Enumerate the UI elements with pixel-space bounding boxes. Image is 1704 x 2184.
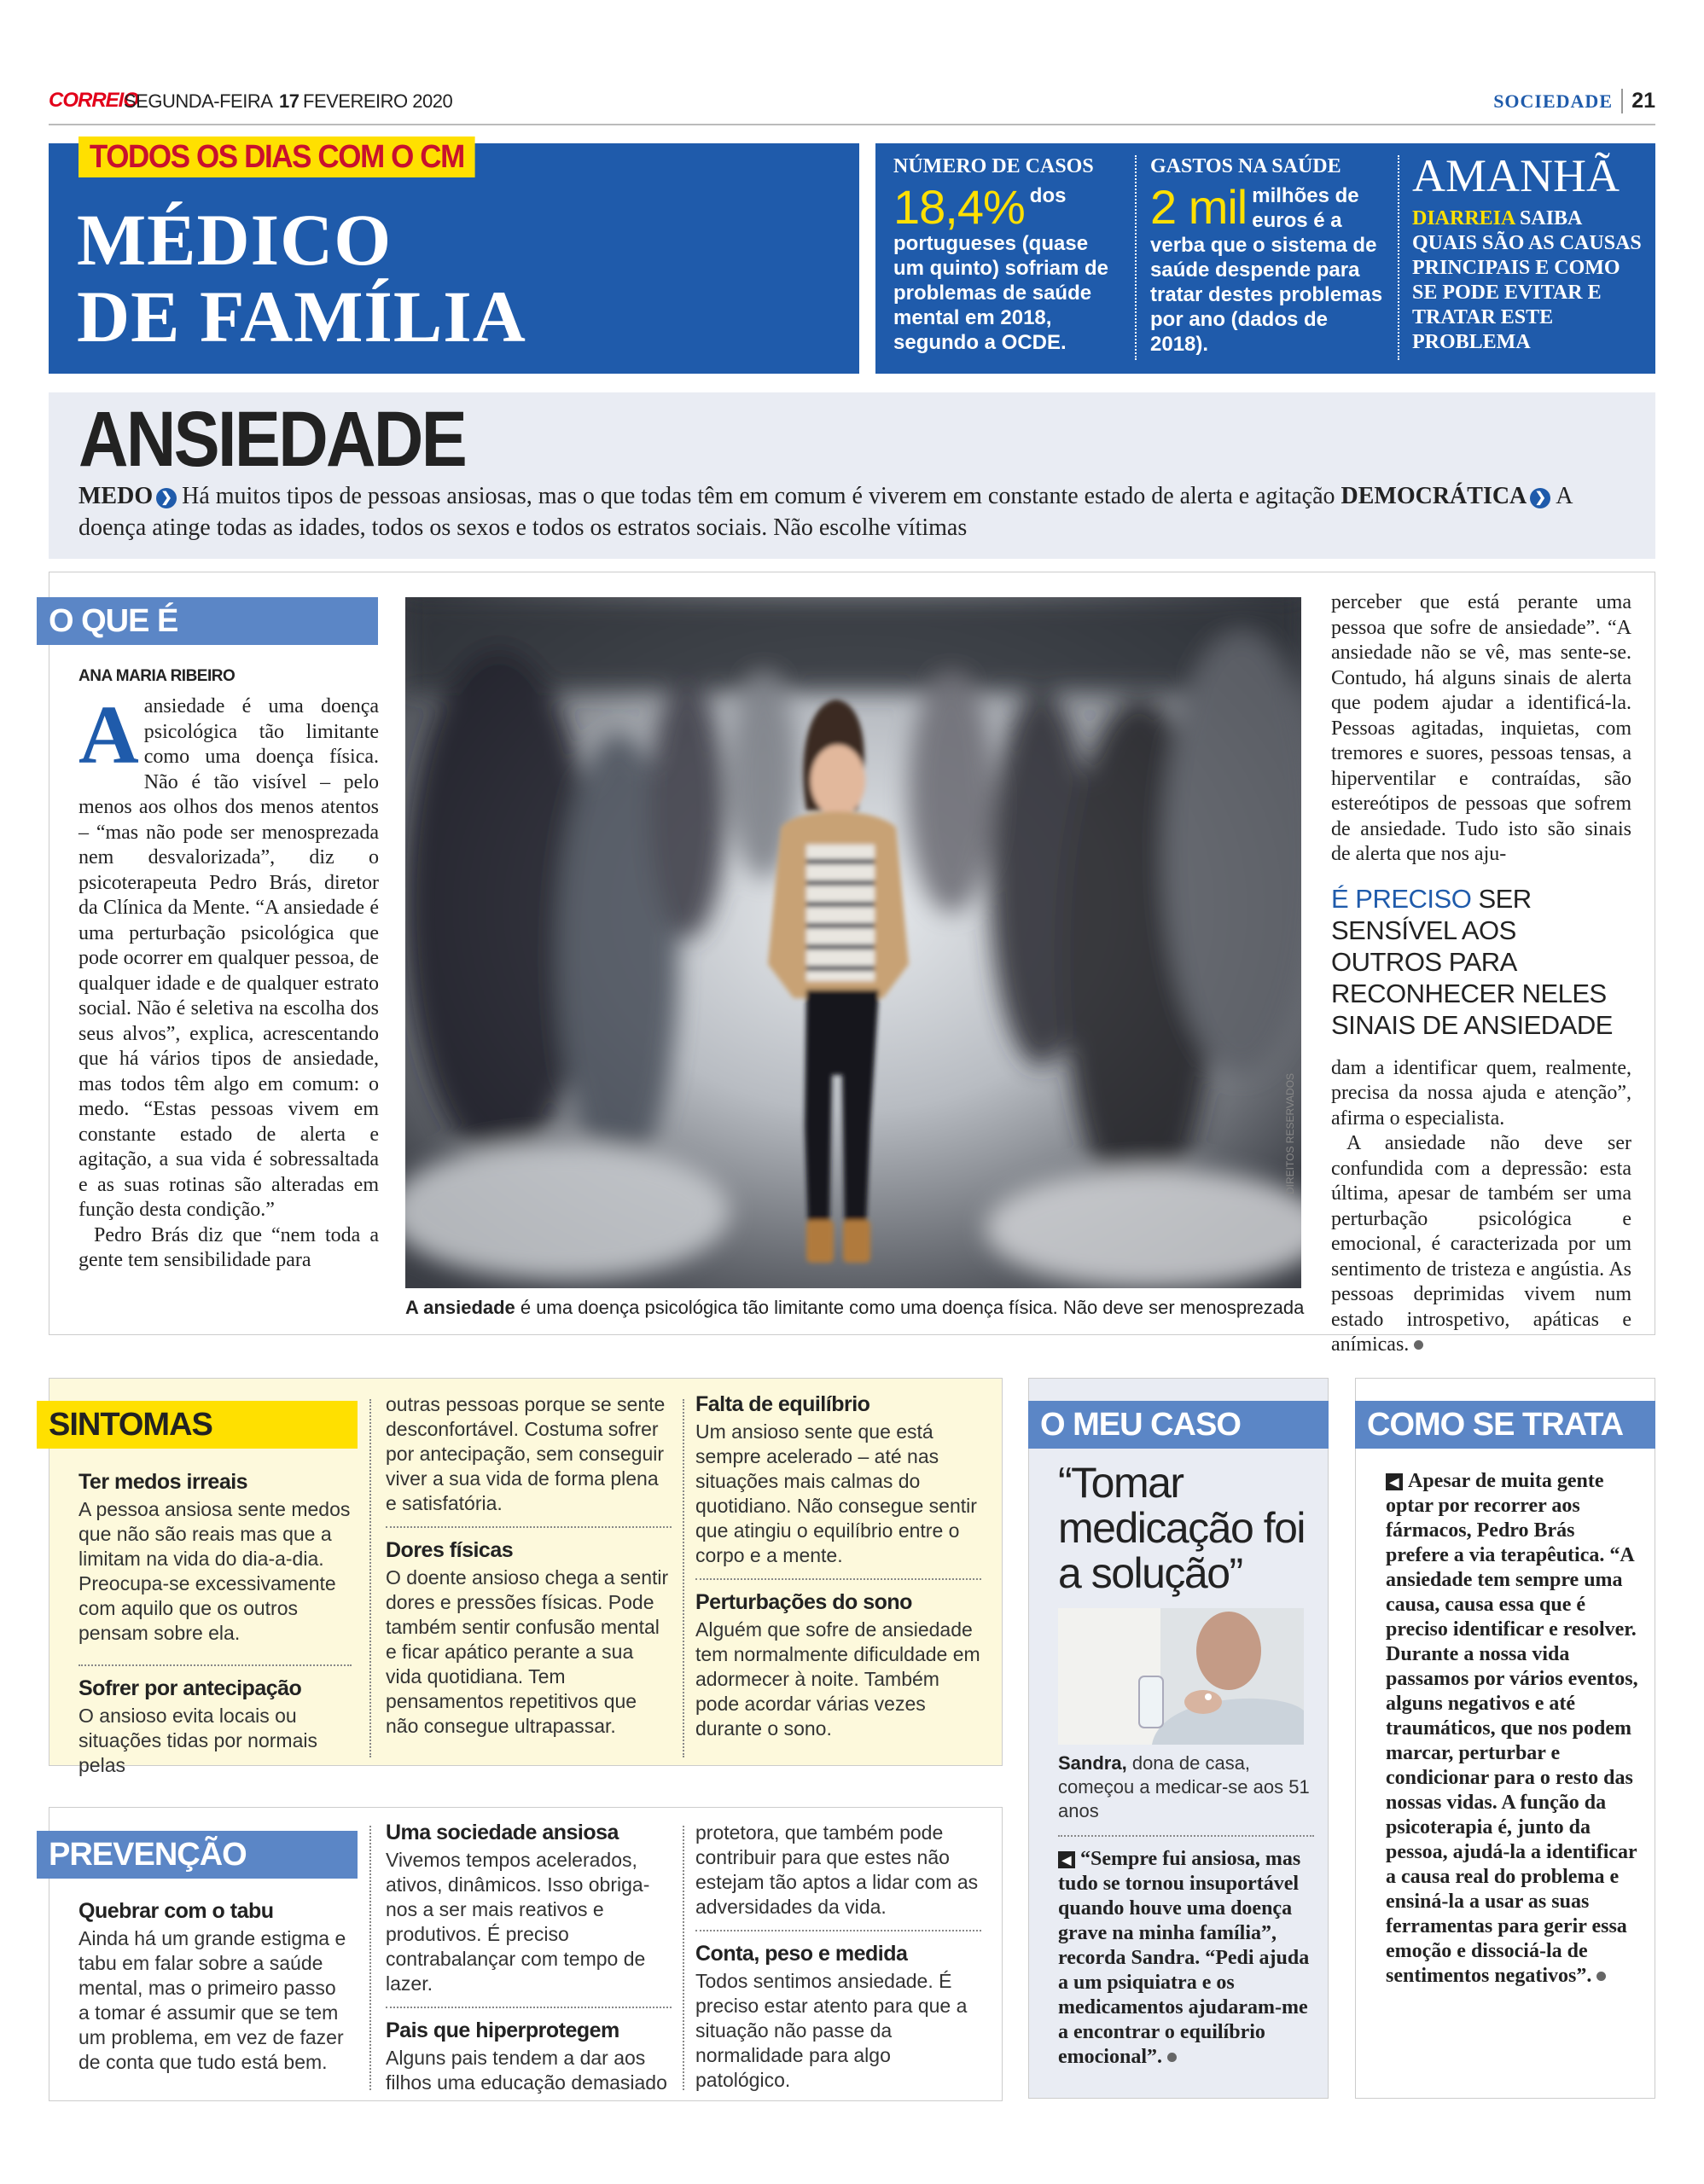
symptom-title: Ter medos irreais — [79, 1470, 248, 1494]
divider — [79, 1664, 352, 1666]
article-column-1 — [79, 667, 379, 1274]
treatment-text: Apesar de muita gente optar por recorrer aos fármacos, Pedro Brás prefere a via terapêutica. “A ansiedade tem sempre uma causa, causa essa que é preciso identificar e resolver. Durante a nossa vida passamos por vários eventos, alguns negativos e até traumáticos, que nos podem marcar, perturbar e condicionar para o resto das nossas vidas. A função da psicoterapia é, junto da pessoa, ajudá-la a identificar a causa real do problema e ensiná-la a usar as suas ferramentas para gerir essa emoção e dissociá-la de sentimentos negativos”. — [1386, 1470, 1638, 1987]
tomorrow-box — [1412, 150, 1647, 355]
prevention-text: Vivemos tempos acelerados, ativos, dinâmicos. Isso obriga-nos a ser mais reativos e produtivos. É preciso contrabalançar com tempo de lazer. — [386, 1849, 650, 1995]
prevention-title: Uma sociedade ansiosa — [386, 1821, 619, 1844]
symptom-title: Dores físicas — [386, 1538, 514, 1562]
case-quote-title: “Tomar medicação foi a solução” — [1058, 1459, 1305, 1597]
lead-paragraph — [79, 480, 1640, 543]
page-number: 21 — [1621, 89, 1655, 113]
stat-cases — [893, 155, 1124, 355]
arrow-right-icon: ❯ — [156, 488, 177, 508]
anxiety-photo — [405, 597, 1301, 1288]
divider — [386, 1526, 672, 1528]
stat-spending — [1150, 155, 1389, 357]
stat-divider-1 — [1135, 155, 1137, 360]
prevention-item — [695, 1942, 981, 2093]
banner-title-line2: DE FAMÍLIA — [77, 276, 526, 357]
tomorrow-highlight: DIARREIA — [1412, 207, 1515, 229]
symptom-text: Um ansioso sente que está sempre acelerado – até nas situações mais calmas do quotidiano. Não consegue sentir que atingiu o equilíbrio entre o corpo e a mente. — [695, 1420, 977, 1566]
prevention-item — [386, 2018, 672, 2095]
prevention-text: Todos sentimos ansiedade. É preciso estar atento para que a situação não passe da normalidade para algo patológico. — [695, 1970, 968, 2091]
column-divider — [369, 1399, 371, 1757]
prevention-column-1 — [79, 1899, 352, 2075]
page-title: ANSIEDADE — [79, 396, 466, 483]
symptom-item — [79, 1676, 352, 1778]
symptoms-column-1 — [79, 1470, 352, 1778]
prevention-text: Alguns pais tendem a dar aos filhos uma educação demasiado — [386, 2047, 667, 2094]
section-head-prevention: PREVENÇÃO — [37, 1831, 358, 1879]
tomorrow-text: SAIBA QUAIS SÃO AS CAUSAS PRINCIPAIS E COMO SE PODE EVITAR E TRATAR ESTE PROBLEMA — [1412, 207, 1642, 353]
section-label: SOCIEDADE — [1493, 90, 1613, 112]
case-photo-illustration — [1058, 1608, 1304, 1745]
pull-quote-label: É PRECISO — [1331, 883, 1472, 914]
divider — [695, 1930, 981, 1931]
prevention-text: Ainda há um grande estigma e tabu em falar sobre a saúde mental, mas o primeiro passo a tomar é assumir que se tem um problema, em vez de fazer de conta que tudo está bem. — [79, 1927, 346, 2073]
end-bullet-icon — [1167, 2053, 1177, 2062]
lead-text-democratic: A doença atinge todas as idades, todos os sexos e todos os estratos sociais. Não escolhe vítimas — [79, 483, 1572, 541]
symptom-text: Alguém que sofre de ansiedade tem normalmente dificuldade em adormecer à noite. Também pode acordar várias vezes durante o sono. — [695, 1618, 980, 1740]
prevention-title: Conta, peso e medida — [695, 1942, 908, 1966]
prevention-title: Pais que hiperprotegem — [386, 2018, 619, 2042]
quote-marker-icon: ◀ — [1058, 1851, 1075, 1868]
symptom-text: O ansioso evita locais ou situações tidas por normais pelas — [79, 1705, 317, 1776]
treatment-content — [1386, 1469, 1642, 1989]
column-divider — [369, 1826, 371, 2090]
symptom-item — [79, 1470, 352, 1646]
section-head-treatment: COMO SE TRATA — [1355, 1401, 1655, 1449]
divider — [386, 2007, 672, 2008]
photo-caption — [405, 1297, 1344, 1319]
symptom-text: O doente ansioso chega a sentir dores e pressões físicas. Pode também sentir confusão mental e ficar apático perante a sua vida quotidiana. Tem pensamentos repetitivos que não consegue ultrapassar. — [386, 1566, 669, 1737]
article-paragraph-5: A ansiedade não deve ser confundida com a depressão: esta última, apesar de também ser uma perturbação psicológica e emocional, é caracterizada por um sentimento de tristeza e angústia. As pessoas deprimidas vivem num estado introspetivo, apáticas e anímicas. — [1331, 1132, 1631, 1356]
symptom-item — [386, 1538, 672, 1739]
brand-logo: CORREIO — [49, 89, 139, 112]
article-paragraph-3: perceber que está perante uma pessoa que sofre de ansiedade”. “A ansiedade não se vê, mas sente-se. Contudo, há alguns sinais de alerta que podem ajudar a identificá-la. Pessoas agitadas, inquietas, com tremores e suores, pessoas tensas, a hiperventilar e contraídas, são estereótipos de pessoas que sofrem de ansiedade. Tudo isto são sinais de alerta que nos aju- — [1331, 591, 1631, 865]
symptoms-column-2 — [386, 1392, 672, 1739]
case-content — [1058, 1461, 1314, 2070]
article-paragraph-1: ansiedade é uma doença psicológica tão limitante como uma doença física. Não é tão visível – pelo menos aos olhos dos menos atentos – “mas não pode ser menosprezada nem desvalorizada”, diz o psicoterapeuta Pedro Brás, diretor da Clínica da Mente. “A ansiedade é uma perturbação psicológica que pode ocorrer em qualquer pessoa, de qualquer idade e de qualquer estrato social. Não é seletiva na escolha dos seus alvos”, explica, acrescentando que há vários tipos de ansiedade, mas todos têm algo em comum: o medo. “Estas pessoas vivem em constante estado de alerta e agitação, a sua vida é sobressaltada e as suas rotinas são alteradas em função desta condição.” — [79, 695, 379, 1221]
quote-marker-icon: ◀ — [1386, 1473, 1403, 1490]
article-paragraph-4: dam a identificar quem, realmente, precisa da nossa ajuda e atenção”, afirma o especialista. — [1331, 1056, 1631, 1130]
stat-cases-head: NÚMERO DE CASOS — [893, 155, 1094, 177]
column-divider — [683, 1826, 684, 2090]
stat-spending-number: 2 mil — [1150, 180, 1247, 234]
divider — [695, 1578, 981, 1580]
stat-spending-text: milhões de euros é a verba que o sistema de saúde despende para tratar destes problemas por ano (dados de 2018). — [1150, 184, 1383, 356]
case-photo-caption — [1058, 1751, 1314, 1823]
lead-text-fear: Há muitos tipos de pessoas ansiosas, mas o que todas têm em comum é viverem em constante estado de alerta e agitação — [182, 483, 1335, 509]
tomorrow-head: AMANHÃ — [1412, 150, 1620, 201]
caption-text: é uma doença psicológica tão limitante como uma doença física. Não deve ser menosprezada — [520, 1297, 1305, 1318]
article-paragraph-2: Pedro Brás diz que “nem toda a gente tem sensibilidade para — [79, 1223, 379, 1271]
banner-tag: TODOS OS DIAS COM O CM — [79, 136, 475, 177]
stat-divider-2 — [1398, 155, 1399, 360]
prevention-item — [695, 1821, 981, 1920]
drop-cap: A — [79, 689, 139, 781]
end-bullet-icon — [1414, 1340, 1423, 1350]
author: ANA MARIA RIBEIRO — [79, 667, 236, 685]
column-divider — [683, 1399, 684, 1757]
case-photo — [1058, 1608, 1304, 1745]
case-photo-name: Sandra, — [1058, 1752, 1127, 1774]
prevention-title: Quebrar com o tabu — [79, 1899, 274, 1923]
date-prefix: SEGUNDA-FEIRA — [124, 90, 273, 112]
pull-quote-text: SER SENSÍVEL AOS OUTROS PARA RECONHECER NELES SINAIS DE ANSIEDADE — [1331, 883, 1613, 1040]
lead-label-fear: MEDO — [79, 483, 154, 509]
symptom-item — [695, 1590, 981, 1741]
divider — [1058, 1835, 1314, 1837]
stat-spending-head: GASTOS NA SAÚDE — [1150, 155, 1341, 177]
case-photo-text: dona de casa, começou a medicar-se aos 51 anos — [1058, 1752, 1310, 1821]
header-rule — [49, 124, 1655, 125]
article-column-3 — [1331, 590, 1631, 1358]
page-header — [49, 89, 1655, 118]
section-head-what-is: O QUE É — [37, 597, 378, 645]
date-day: 17 — [279, 90, 300, 112]
stat-cases-number: 18,4% — [893, 180, 1025, 234]
symptom-title: Sofrer por antecipação — [79, 1676, 302, 1700]
symptom-text: outras pessoas porque se sente desconfortável. Costuma sofrer por antecipação, sem conseguir viver a sua vida de forma plena e satisfatória. — [386, 1393, 666, 1514]
caption-bold: A ansiedade — [405, 1297, 515, 1318]
symptom-item — [695, 1392, 981, 1568]
prevention-column-2 — [386, 1821, 672, 2095]
stat-cases-text: dos portugueses (quase um quinto) sofriam de problemas de saúde mental em 2018, segundo a OCDE. — [893, 184, 1108, 354]
lead-label-democratic: DEMOCRÁTICA — [1341, 483, 1527, 509]
end-bullet-icon — [1596, 1972, 1606, 1981]
case-text: “Sempre fui ansiosa, mas tudo se tornou insuportável quando houve uma doença grave na minha família”, recorda Sandra. “Pedi ajuda a um psiquiatra e os medicamentos ajudaram-me a encontrar o equilíbrio emocional”. — [1058, 1848, 1310, 2068]
photo-credit: DIREITOS RESERVADOS — [1284, 1072, 1296, 1194]
prevention-item — [386, 1821, 672, 1996]
symptom-text: A pessoa ansiosa sente medos que não são reais mas que a limitam na vida do dia-a-dia. Preocupa-se excessivamente com aquilo que os outros pensam sobre ela. — [79, 1498, 351, 1644]
symptom-title: Falta de equilíbrio — [695, 1392, 870, 1416]
section-head-case: O MEU CASO — [1028, 1401, 1329, 1449]
banner-title — [77, 201, 526, 355]
date-suffix: FEVEREIRO 2020 — [303, 90, 453, 112]
symptom-item — [386, 1392, 672, 1516]
pull-quote — [1331, 883, 1631, 1041]
banner-title-line1: MÉDICO — [77, 199, 393, 281]
symptoms-column-3 — [695, 1392, 981, 1741]
arrow-right-icon: ❯ — [1530, 488, 1550, 508]
symptom-title: Perturbações do sono — [695, 1590, 912, 1614]
prevention-column-3 — [695, 1821, 981, 2093]
section-head-symptoms: SINTOMAS — [37, 1401, 358, 1449]
photo-illustration — [405, 597, 1301, 1288]
prevention-text: protetora, que também pode contribuir para que estes não estejam tão aptos a lidar com as adversidades da vida. — [695, 1821, 979, 1918]
